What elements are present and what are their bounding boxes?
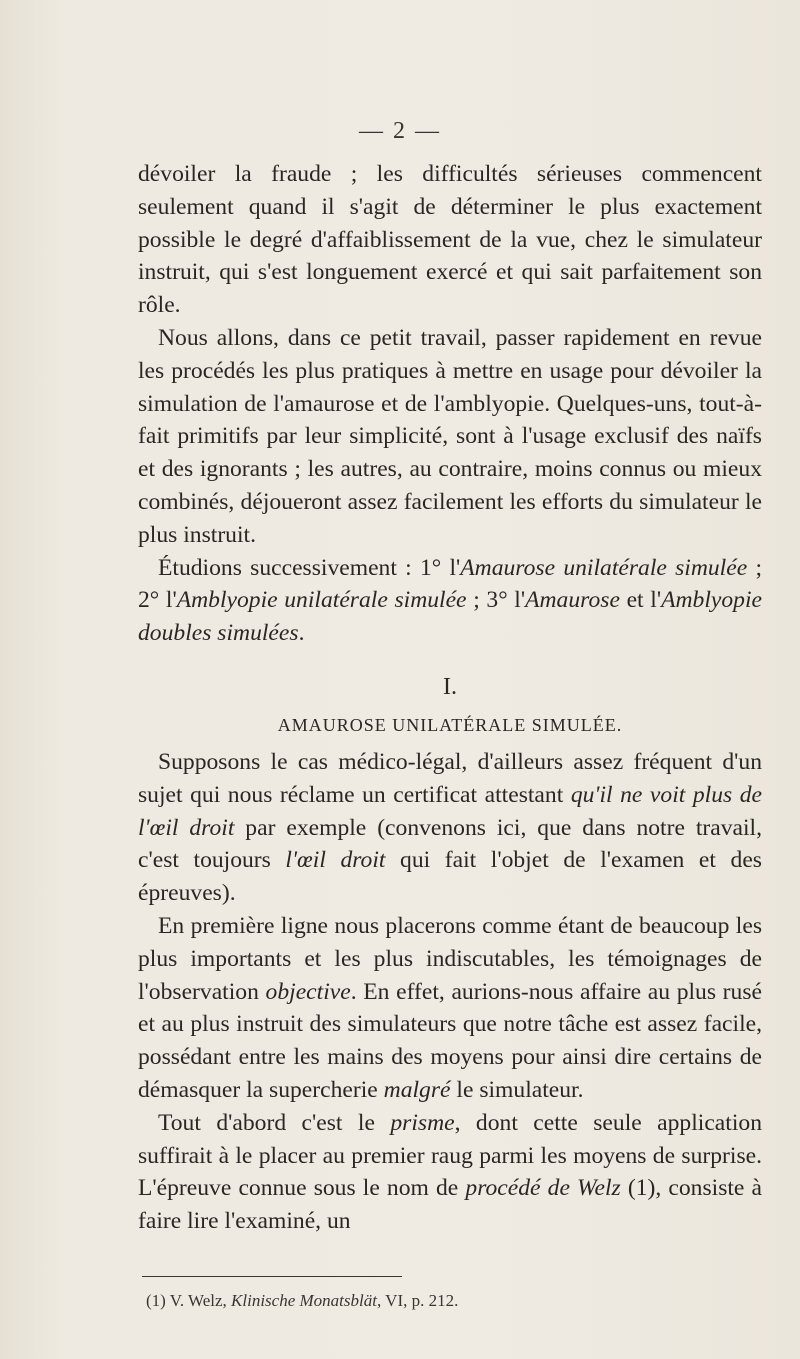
text-span: Tout d'abord c'est le — [158, 1109, 391, 1136]
section-title: AMAUROSE UNILATÉRALE SIMULÉE. — [277, 714, 623, 735]
text-span: En première ligne nous placerons comme étant de beaucoup les plus importants et les plus indiscutables, les témoignages de l'observation — [138, 912, 762, 1005]
italic-term: Klinische Monatsblät — [231, 1291, 377, 1310]
italic-term: Amblyopie doubles simulées — [138, 587, 762, 647]
italic-term: l'œil droit — [285, 847, 386, 874]
text-span: , VI, p. 212. — [376, 1291, 459, 1310]
section-number: I. — [443, 673, 457, 700]
text-span: le simulateur. — [450, 1076, 584, 1103]
italic-term: qu'il ne voit plus de l'œil droit — [138, 781, 763, 841]
text-span: . En effet, aurions-nous affaire au plus rusé et au plus instruit des simulateurs que notre tâche est assez facile, possédant entre les mains des moyens pour ainsi dire certains de démasquer la supercherie — [138, 978, 762, 1103]
text-span: Supposons le cas médico-légal, d'ailleurs assez fréquent d'un sujet qui nous réclame un certificat attestant — [138, 748, 762, 808]
text-span: ; 2° l' — [138, 554, 762, 614]
text-span: (1) V. Welz, — [146, 1291, 232, 1310]
italic-term: Amaurose — [525, 587, 620, 614]
italic-term: procédé de Welz — [465, 1175, 621, 1202]
italic-term: Amblyopie unilatérale simulée — [176, 587, 467, 614]
text-span: Étudions successivement : 1° l' — [158, 554, 461, 581]
italic-term: objective — [265, 978, 351, 1005]
paragraph-2: Nous allons, dans ce petit travail, passer rapidement en revue les procédés les plus pratiques à mettre en usage pour dévoiler la simulation de l'amaurose et de l'amblyopie. Quelques-uns, tout-à-fait primitifs par leur simplicité, sont à l'usage exclusif des naïfs et des ignorants ; les autres, au contraire, moins connus ou mieux combinés, déjoueront assez facilement les efforts du simulateur le plus instruit. — [138, 324, 762, 548]
text-span: par exemple (convenons ici, que dans notre travail, c'est toujours — [138, 814, 762, 874]
page-number: — 2 — — [359, 118, 441, 144]
italic-term: malgré — [383, 1076, 451, 1103]
paragraph-1: dévoiler la fraude ; les difficultés sérieuses commencent seulement quand il s'agit de déterminer le plus exactement possible le degré d'affaiblissement de la vue, chez le simulateur instruit, qui s'est longuement exercé et qui sait parfaitement son rôle. — [138, 161, 762, 319]
footnote-divider — [142, 1276, 402, 1277]
paragraph-6 — [138, 1107, 762, 1238]
italic-term: Amaurose unilatérale simulée — [460, 554, 748, 581]
text-span: qui fait l'objet de l'examen et des épreuves). — [138, 847, 762, 907]
text-span: et l' — [619, 587, 662, 614]
paragraph-4 — [138, 746, 762, 910]
paragraph-3 — [138, 552, 762, 650]
paragraph-5 — [138, 910, 762, 1107]
text-span: , dont cette seule application suffirait à le placer au premier raug parmi les moyens de surprise. L'épreuve connue sous le nom de — [138, 1109, 762, 1202]
text-span: . — [298, 620, 305, 647]
italic-term: prisme — [390, 1109, 455, 1136]
footnote — [146, 1290, 766, 1312]
body-text — [138, 158, 762, 1238]
text-span: (1), consiste à faire lire l'examiné, un — [138, 1175, 762, 1235]
text-span: ; 3° l' — [466, 587, 526, 614]
